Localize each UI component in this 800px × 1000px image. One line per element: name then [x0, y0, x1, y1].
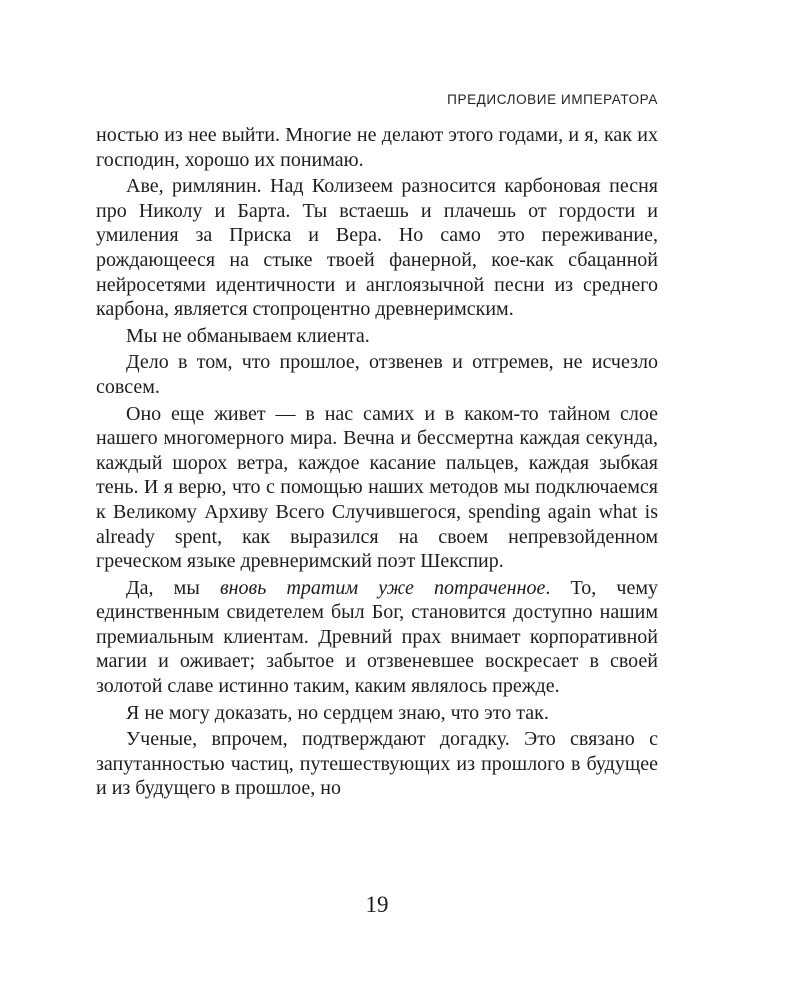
- paragraph: Оно еще живет — в нас самих и в каком-то тайном слое нашего многомерного мира. Вечна и бессмертна каждая секунда, каждый шорох ветра, каждое касание пальцев, каждая зыбкая тень. И я верю, что с помощью наших методов мы подключаемся к Великому Архиву Всего Случившегося, spending again what is already spent, как выразился на своем непревзойденном греческом языке древнеримский поэт Шекспир.: [96, 402, 658, 573]
- paragraph: [96, 576, 658, 699]
- paragraph: Аве, римлянин. Над Колизеем разносится карбоновая песня про Николу и Барта. Ты встаешь и плачешь от гордости и умиления за Приска и Вера. Но само это переживание, рождающееся на стыке твоей фанерной, кое-как сбацанной нейросетями идентичности и англоязычной песни из среднего карбона, является стопроцентно древнеримским.: [96, 175, 658, 321]
- running-head: ПРЕДИСЛОВИЕ ИМПЕРАТОРА: [447, 92, 658, 107]
- paragraph: Ученые, впрочем, подтверждают догадку. Это связано с запутанностью частиц, путешествующих из прошлого в будущее и из будущего в прошлое, но: [96, 728, 658, 800]
- page-number: 19: [365, 892, 389, 917]
- body-text: [96, 123, 658, 801]
- paragraph: Мы не обманываем клиента.: [126, 324, 370, 347]
- paragraph: Дело в том, что прошлое, отзвенев и отгремев, не исчезло совсем.: [96, 351, 658, 398]
- paragraph: ностью из нее выйти. Многие не делают этого годами, и я, как их господин, хорошо их понимаю.: [96, 124, 658, 171]
- italic-phrase: вновь тратим уже потраченное: [219, 576, 546, 599]
- paragraph: Я не могу доказать, но сердцем знаю, что это так.: [126, 701, 549, 724]
- paragraph-text: Да, мы: [126, 576, 220, 599]
- paragraph-text: . То, чему единственным свидетелем был Бог, становится доступно нашим премиальным клиентам. Древний прах внимает корпоративной магии и оживает; забытое и отзвеневшее воскресает в своей золотой славе истинно таким, каким являлось прежде.: [96, 576, 658, 698]
